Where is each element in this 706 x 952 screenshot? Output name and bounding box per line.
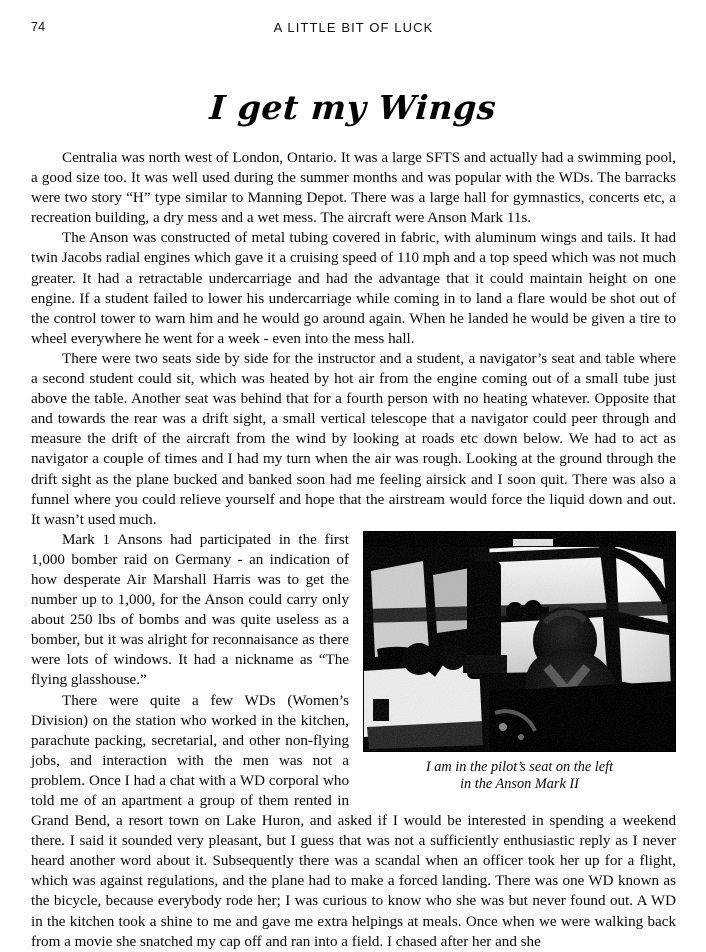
figure-cockpit (363, 531, 676, 794)
figure-caption (363, 759, 676, 794)
body-text (31, 148, 676, 952)
paragraph-1: Centralia was north west of London, Ontario. It was a large SFTS and actually had a swimming pool, a good size too. It was well used during the summer months and was popular with the WDs. The barracks were two story “H” type similar to Manning Depot. There was a large hall for gymnastics, concerts etc, a recreation building, a dry mess and a wet mess. The aircraft were Anson Mark 11s. (31, 150, 676, 227)
page-number: 74 (31, 20, 46, 34)
caption-line-2: in the Anson Mark II (460, 776, 579, 793)
paragraph-4: Mark 1 Ansons had participated in the first 1,000 bomber raid on Germany - an indication of how desperate Air Marshall Harris was to get the number up to 1,000, for the Anson could carry only about 250 lbs of bombs and was quite useless as a bomber, but it was alright for reconnaisance as there were lots of windows. It had a nickname as “The flying glasshouse.” (31, 531, 349, 689)
book-title-header: A LITTLE BIT OF LUCK (273, 20, 434, 35)
caption-line-1: I am in the pilot’s seat on the left (425, 758, 614, 775)
paragraph-3: There were two seats side by side for the instructor and a student, a navigator’s seat and table where a second student could sit, which was heated by hot air from the engine coming out of a small tube just above the table. Another seat was behind that for a fourth person with no heating whatever. Opposite that and towards the rear was a drift sight, a small vertical telescope that a navigator could peer through and measure the drift of the aircraft from the wind by looking at roads etc down below. We had to act as navigator a couple of times and I had my turn when the air was rough. Looking at the ground through the drift sight as the plane bucked and banked soon had me feeling airsick and I soon quit. There was also a funnel where you could relieve yourself and hope that the airstream would force the liquid down and out. It wasn’t used much. (31, 350, 676, 528)
running-head (31, 20, 676, 40)
paragraph-5: There were quite a few WDs (Women’s Division) on the station who worked in the kitchen, parachute packing, secretarial, and other non-flying jobs, and interaction with the men was not a problem. Once I had a chat with a WD corporal who told me of an apartment a group of them rented in Grand Bend, a resort town on Lake Huron, and asked if I would be interested in spending a weekend there. I said it sounded very pleasant, but I guess that was not a sufficiently enthusiastic reply as I never heard another word about it. Subsequently there was a scandal when an officer took her up for a flight, which was against regulations, and the plane had to make a forced landing. There was one WD known as the bicycle, because everybody rode her; I was curious to know who she was but never found out. A WD in the kitchen took a shine to me and gave me extra helpings at meals. Once when we were walking back from a movie she snatched my cap off and ran into a field. I chased after her and she (31, 692, 676, 950)
cockpit-photograph (363, 531, 676, 752)
paragraph-2: The Anson was constructed of metal tubing covered in fabric, with aluminum wings and tails. It had twin Jacobs radial engines which gave it a cruising speed of 110 mph and a top speed which was not much greater. It had a retractable undercarriage and had the advantage that it could maintain height on one engine. If a student failed to lower his undercarriage while coming in to land a flare would be shot out of the control tower to warn him and he would go around again. When he landed he would be given a tire to wheel everywhere he went for a week - even into the mess hall. (31, 230, 676, 347)
chapter-title: I get my Wings (208, 88, 498, 127)
